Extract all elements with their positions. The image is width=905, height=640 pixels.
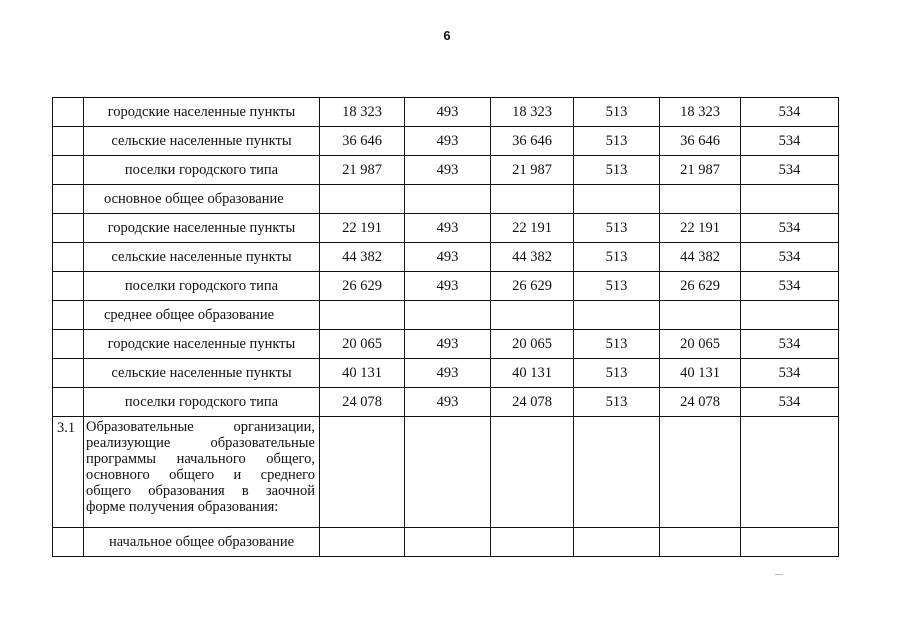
row-label: городские населенные пункты bbox=[84, 214, 320, 243]
cell-v1: 36 646 bbox=[320, 127, 405, 156]
row-label: поселки городского типа bbox=[84, 272, 320, 301]
cell-v1: 22 191 bbox=[320, 214, 405, 243]
cell-v3: 24 078 bbox=[491, 388, 574, 417]
cell-v2: 493 bbox=[405, 127, 491, 156]
cell-v5: 36 646 bbox=[660, 127, 741, 156]
table-row bbox=[53, 388, 839, 417]
table-row-heading bbox=[53, 301, 839, 330]
cell-v2: 493 bbox=[405, 156, 491, 185]
cell-v6: 534 bbox=[741, 272, 839, 301]
cell-v4: 513 bbox=[574, 214, 660, 243]
cell-v3: 40 131 bbox=[491, 359, 574, 388]
cell-v5: 44 382 bbox=[660, 243, 741, 272]
cell-v2: 493 bbox=[405, 272, 491, 301]
cell-v3: 20 065 bbox=[491, 330, 574, 359]
cell-v6: 534 bbox=[741, 243, 839, 272]
cell-v4: 513 bbox=[574, 359, 660, 388]
cell-v6: 534 bbox=[741, 359, 839, 388]
table-row bbox=[53, 359, 839, 388]
cell-v4: 513 bbox=[574, 243, 660, 272]
table-row bbox=[53, 243, 839, 272]
row-label: поселки городского типа bbox=[84, 156, 320, 185]
cell-v6: 534 bbox=[741, 330, 839, 359]
cell-v2: 493 bbox=[405, 214, 491, 243]
row-label: начальное общее образование bbox=[84, 528, 320, 557]
cell-v5: 22 191 bbox=[660, 214, 741, 243]
cell-v6: 534 bbox=[741, 98, 839, 127]
cell-v4: 513 bbox=[574, 127, 660, 156]
cell-v6: 534 bbox=[741, 388, 839, 417]
cell-v2: 493 bbox=[405, 330, 491, 359]
cell-v5: 40 131 bbox=[660, 359, 741, 388]
cell-v5: 20 065 bbox=[660, 330, 741, 359]
cell-v1: 26 629 bbox=[320, 272, 405, 301]
cell-v3: 22 191 bbox=[491, 214, 574, 243]
cell-v1: 40 131 bbox=[320, 359, 405, 388]
cell-v4: 513 bbox=[574, 272, 660, 301]
row-label: поселки городского типа bbox=[84, 388, 320, 417]
table-row bbox=[53, 528, 839, 557]
table-row bbox=[53, 330, 839, 359]
cell-v5: 24 078 bbox=[660, 388, 741, 417]
table-row bbox=[53, 127, 839, 156]
cell-v5: 26 629 bbox=[660, 272, 741, 301]
row-label: сельские населенные пункты bbox=[84, 243, 320, 272]
cell-v5: 21 987 bbox=[660, 156, 741, 185]
row-heading-label: основное общее образование bbox=[84, 185, 320, 214]
cell-v2: 493 bbox=[405, 243, 491, 272]
cell-v6: 534 bbox=[741, 214, 839, 243]
section-number: 3.1 bbox=[53, 417, 84, 528]
table-row-section bbox=[53, 417, 839, 528]
cell-v6: 534 bbox=[741, 156, 839, 185]
cell-v1: 18 323 bbox=[320, 98, 405, 127]
cell-v3: 26 629 bbox=[491, 272, 574, 301]
cell-v3: 44 382 bbox=[491, 243, 574, 272]
cell-v1: 24 078 bbox=[320, 388, 405, 417]
cell-v3: 36 646 bbox=[491, 127, 574, 156]
cell-v1: 21 987 bbox=[320, 156, 405, 185]
table-row bbox=[53, 272, 839, 301]
cell-v4: 513 bbox=[574, 98, 660, 127]
section-description: Образовательные организации, реализующие образовательные программы начального общего, основного общего и среднего общего образования в заочной форме получения образования: bbox=[84, 417, 320, 528]
row-heading-label: среднее общее образование bbox=[84, 301, 320, 330]
cell-v4: 513 bbox=[574, 330, 660, 359]
scan-mark bbox=[775, 574, 783, 575]
cell-v2: 493 bbox=[405, 388, 491, 417]
table-row bbox=[53, 214, 839, 243]
table-row bbox=[53, 156, 839, 185]
cell-v1: 20 065 bbox=[320, 330, 405, 359]
row-label: городские населенные пункты bbox=[84, 330, 320, 359]
row-label: городские населенные пункты bbox=[84, 98, 320, 127]
cell-v2: 493 bbox=[405, 359, 491, 388]
cell-v6: 534 bbox=[741, 127, 839, 156]
cell-v3: 18 323 bbox=[491, 98, 574, 127]
cell-v2: 493 bbox=[405, 98, 491, 127]
cell-v4: 513 bbox=[574, 388, 660, 417]
row-label: сельские населенные пункты bbox=[84, 359, 320, 388]
page-number: 6 bbox=[443, 28, 451, 43]
table-row-heading bbox=[53, 185, 839, 214]
cell-v4: 513 bbox=[574, 156, 660, 185]
table-row bbox=[53, 98, 839, 127]
tariff-table bbox=[52, 97, 839, 557]
cell-v1: 44 382 bbox=[320, 243, 405, 272]
cell-v3: 21 987 bbox=[491, 156, 574, 185]
cell-v5: 18 323 bbox=[660, 98, 741, 127]
row-label: сельские населенные пункты bbox=[84, 127, 320, 156]
